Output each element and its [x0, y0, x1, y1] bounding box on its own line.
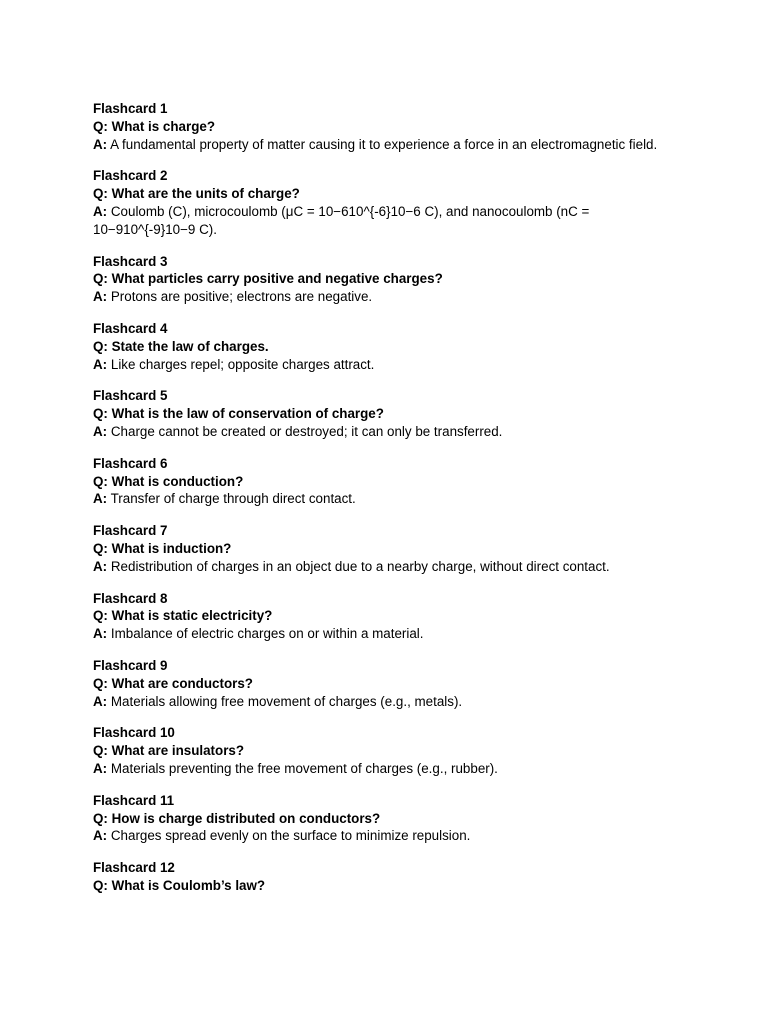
answer-text: Like charges repel; opposite charges attract.: [110, 356, 375, 372]
answer-text: Imbalance of electric charges on or within a material.: [110, 626, 424, 642]
flashcard: [93, 253, 673, 306]
flashcard-question: Q: What are insulators?: [93, 743, 245, 759]
flashcard-question: Q: What particles carry positive and negative charges?: [93, 271, 443, 287]
flashcard-question: Q: How is charge distributed on conductors?: [93, 810, 381, 826]
flashcard-title: Flashcard 6: [93, 455, 168, 471]
flashcard-answer: [93, 423, 673, 441]
answer-label: A:: [93, 558, 108, 574]
answer-text: A fundamental property of matter causing it to experience a force in an electromagnetic field.: [110, 136, 658, 152]
answer-label: A:: [93, 760, 108, 776]
answer-label: A:: [93, 136, 108, 152]
flashcard-answer: [93, 827, 673, 845]
flashcard: [93, 522, 673, 575]
flashcard-question: Q: What is Coulomb’s law?: [93, 877, 266, 893]
answer-label: A:: [93, 423, 108, 439]
flashcard: [93, 455, 673, 508]
flashcard-answer: [93, 203, 673, 239]
flashcard-question: Q: What is induction?: [93, 540, 232, 556]
flashcard-title: Flashcard 2: [93, 168, 168, 184]
flashcard: [93, 724, 673, 777]
flashcard-answer: [93, 693, 673, 711]
flashcard: [93, 320, 673, 373]
flashcard-title: Flashcard 9: [93, 657, 168, 673]
answer-text: Redistribution of charges in an object due to a nearby charge, without direct contact.: [110, 558, 610, 574]
flashcard-title: Flashcard 4: [93, 320, 168, 336]
answer-text: Coulomb (C), microcoulomb (μC = 10−610^{-6}10−6 C), and nanocoulomb (nC = 10−910^{-9}10−9 C).: [93, 203, 590, 237]
answer-label: A:: [93, 289, 108, 305]
flashcard-title: Flashcard 12: [93, 860, 175, 876]
flashcard-title: Flashcard 7: [93, 523, 168, 539]
answer-label: A:: [93, 828, 108, 844]
answer-label: A:: [93, 356, 108, 372]
answer-label: A:: [93, 491, 108, 507]
flashcard: [93, 100, 673, 153]
flashcard-title: Flashcard 8: [93, 590, 168, 606]
answer-text: Charge cannot be created or destroyed; it can only be transferred.: [110, 423, 503, 439]
answer-label: A:: [93, 693, 108, 709]
flashcard-question: Q: What are conductors?: [93, 675, 253, 691]
flashcard-answer: [93, 490, 673, 508]
flashcard-answer: [93, 558, 673, 576]
flashcard-document: [93, 100, 673, 909]
answer-label: A:: [93, 626, 108, 642]
flashcard-title: Flashcard 3: [93, 253, 168, 269]
answer-text: Charges spread evenly on the surface to minimize repulsion.: [110, 828, 471, 844]
flashcard-answer: [93, 136, 673, 154]
flashcard: [93, 859, 673, 895]
answer-text: Materials preventing the free movement of charges (e.g., rubber).: [110, 760, 498, 776]
flashcard-question: Q: State the law of charges.: [93, 338, 269, 354]
flashcard-question: Q: What are the units of charge?: [93, 186, 300, 202]
answer-text: Materials allowing free movement of charges (e.g., metals).: [110, 693, 463, 709]
flashcard: [93, 167, 673, 238]
flashcard-title: Flashcard 1: [93, 101, 168, 116]
flashcard-title: Flashcard 11: [93, 792, 175, 808]
flashcard-answer: [93, 625, 673, 643]
flashcard-answer: [93, 356, 673, 374]
flashcard-question: Q: What is conduction?: [93, 473, 244, 489]
flashcard: [93, 590, 673, 643]
answer-label: A:: [93, 203, 108, 219]
flashcard-title: Flashcard 5: [93, 388, 168, 404]
answer-text: Protons are positive; electrons are negative.: [110, 289, 373, 305]
flashcard: [93, 657, 673, 710]
answer-text: Transfer of charge through direct contact.: [110, 491, 356, 507]
flashcard-answer: [93, 288, 673, 306]
flashcard-question: Q: What is the law of conservation of charge?: [93, 406, 384, 422]
flashcard: [93, 792, 673, 845]
flashcard-answer: [93, 760, 673, 778]
flashcard: [93, 387, 673, 440]
flashcard-question: Q: What is static electricity?: [93, 608, 273, 624]
flashcard-title: Flashcard 10: [93, 725, 175, 741]
flashcard-question: Q: What is charge?: [93, 118, 216, 134]
